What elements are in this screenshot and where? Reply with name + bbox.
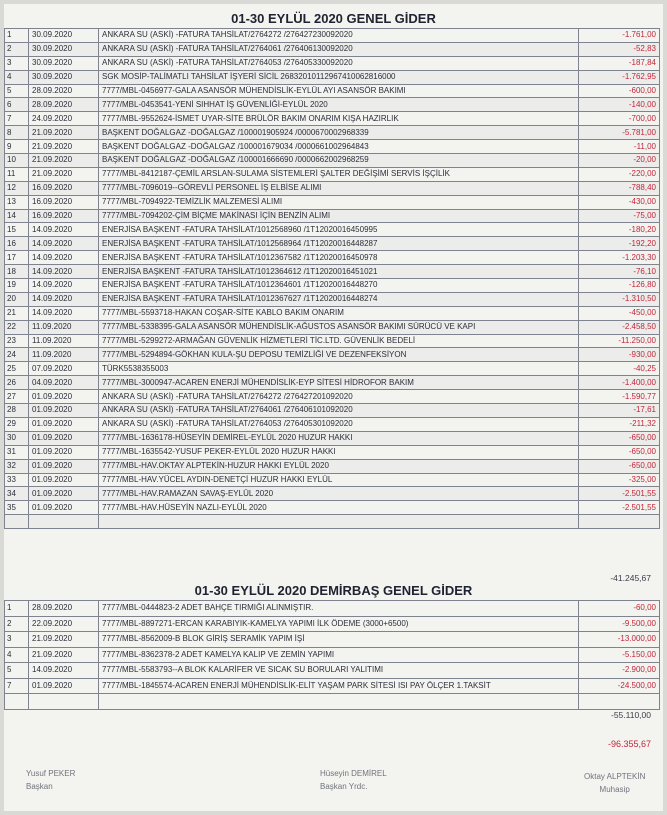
row-description: 7777/MBL-0444823-2 ADET BAHÇE TIRMIĞI ALINMIŞTIR. xyxy=(99,601,579,617)
row-amount: -650,00 xyxy=(579,431,660,445)
row-amount: -140,00 xyxy=(579,98,660,112)
row-number: 17 xyxy=(5,251,29,265)
row-date: 14.09.2020 xyxy=(29,306,99,320)
fixed-asset-total: -55.110,00 xyxy=(610,710,651,720)
table-row xyxy=(5,279,660,293)
row-amount: -40,25 xyxy=(579,362,660,376)
signature-accountant xyxy=(584,770,645,796)
row-date: 01.09.2020 xyxy=(29,678,99,694)
row-description: 7777/MBL-7096019--GÖREVLİ PERSONEL İŞ ELBİSE ALIMI xyxy=(99,181,579,195)
row-number: 13 xyxy=(5,195,29,209)
blank-row xyxy=(5,694,660,710)
row-amount: -220,00 xyxy=(579,167,660,181)
table-row xyxy=(5,306,660,320)
table-row xyxy=(5,376,660,390)
row-date: 30.09.2020 xyxy=(29,42,99,56)
table-row xyxy=(5,265,660,279)
row-amount: -2.501,55 xyxy=(579,487,660,501)
row-amount: -788,40 xyxy=(579,181,660,195)
row-description: 7777/MBL-HAV.RAMAZAN SAVAŞ-EYLÜL 2020 xyxy=(99,487,579,501)
row-number: 3 xyxy=(5,632,29,648)
row-description: 7777/MBL-7094922-TEMİZLİK MALZEMESİ ALIMI xyxy=(99,195,579,209)
blank-cell xyxy=(99,515,579,529)
row-description: ANKARA SU (ASKİ) -FATURA TAHSİLAT/2764053 /276405301092020 xyxy=(99,417,579,431)
row-amount: -1.762,95 xyxy=(579,70,660,84)
general-expense-total: -41.245,67 xyxy=(610,573,651,583)
table-row xyxy=(5,431,660,445)
row-description: ENERJİSA BAŞKENT -FATURA TAHSİLAT/1012568960 /1T12020016450995 xyxy=(99,223,579,237)
row-description: 7777/MBL-8562009-B BLOK GİRİŞ SERAMİK YAPIM İŞİ xyxy=(99,632,579,648)
signature-name: Hüseyin DEMİREL xyxy=(320,769,387,778)
row-date: 30.09.2020 xyxy=(29,56,99,70)
table-row xyxy=(5,445,660,459)
row-number: 18 xyxy=(5,265,29,279)
row-number: 7 xyxy=(5,678,29,694)
row-amount: -450,00 xyxy=(579,306,660,320)
row-amount: -75,00 xyxy=(579,209,660,223)
row-description: SGK MOSİP-TALİMATLI TAHSİLAT İŞYERİ SİCİL 26832010112967410062816000 xyxy=(99,70,579,84)
row-number: 33 xyxy=(5,473,29,487)
fixed-asset-table xyxy=(4,600,660,710)
table-row xyxy=(5,616,660,632)
row-amount: -650,00 xyxy=(579,445,660,459)
blank-cell xyxy=(579,515,660,529)
row-number: 19 xyxy=(5,279,29,293)
row-amount: -930,00 xyxy=(579,348,660,362)
row-number: 31 xyxy=(5,445,29,459)
row-description: ENERJİSA BAŞKENT -FATURA TAHSİLAT/1012364601 /1T12020016448270 xyxy=(99,279,579,293)
row-amount: -11,00 xyxy=(579,140,660,154)
row-date: 01.09.2020 xyxy=(29,390,99,404)
signature-president xyxy=(26,767,75,793)
table-row xyxy=(5,647,660,663)
row-date: 28.09.2020 xyxy=(29,601,99,617)
table-row xyxy=(5,181,660,195)
table-row xyxy=(5,42,660,56)
row-amount: -5.150,00 xyxy=(579,647,660,663)
row-date: 16.09.2020 xyxy=(29,195,99,209)
row-number: 1 xyxy=(5,29,29,43)
row-amount: -126,80 xyxy=(579,279,660,293)
table-row xyxy=(5,473,660,487)
row-amount: -9.500,00 xyxy=(579,616,660,632)
row-amount: -700,00 xyxy=(579,112,660,126)
table-row xyxy=(5,209,660,223)
blank-cell xyxy=(579,694,660,710)
row-number: 26 xyxy=(5,376,29,390)
table-row xyxy=(5,126,660,140)
row-number: 2 xyxy=(5,42,29,56)
row-amount: -5.781,00 xyxy=(579,126,660,140)
table-row xyxy=(5,167,660,181)
document-page xyxy=(4,4,663,811)
row-number: 22 xyxy=(5,320,29,334)
row-date: 11.09.2020 xyxy=(29,334,99,348)
row-description: 7777/MBL-8412187-ÇEMİL ARSLAN-SULAMA SİSTEMLERİ ŞALTER DEĞİŞİMİ SERVİS İŞÇİLİK xyxy=(99,167,579,181)
grand-total: -96.355,67 xyxy=(607,739,651,749)
row-date: 14.09.2020 xyxy=(29,663,99,679)
row-amount: -187,84 xyxy=(579,56,660,70)
row-number: 20 xyxy=(5,292,29,306)
table-row xyxy=(5,56,660,70)
row-date: 01.09.2020 xyxy=(29,487,99,501)
row-description: ENERJİSA BAŞKENT -FATURA TAHSİLAT/1012568964 /1T12020016448287 xyxy=(99,237,579,251)
row-number: 14 xyxy=(5,209,29,223)
row-description: 7777/MBL-HAV.OKTAY ALPTEKİN-HUZUR HAKKI EYLÜL 2020 xyxy=(99,459,579,473)
row-description: 7777/MBL-5593718-HAKAN COŞAR-SİTE KABLO BAKIM ONARIM xyxy=(99,306,579,320)
row-date: 28.09.2020 xyxy=(29,84,99,98)
row-number: 30 xyxy=(5,431,29,445)
table-row xyxy=(5,632,660,648)
row-date: 14.09.2020 xyxy=(29,265,99,279)
row-date: 14.09.2020 xyxy=(29,279,99,293)
row-number: 4 xyxy=(5,70,29,84)
row-description: ANKARA SU (ASKİ) -FATURA TAHSİLAT/2764061 /276406130092020 xyxy=(99,42,579,56)
row-number: 23 xyxy=(5,334,29,348)
row-number: 32 xyxy=(5,459,29,473)
row-date: 01.09.2020 xyxy=(29,417,99,431)
signature-name: Oktay ALPTEKİN xyxy=(584,772,646,781)
table-row xyxy=(5,292,660,306)
row-date: 01.09.2020 xyxy=(29,459,99,473)
table-row xyxy=(5,334,660,348)
row-description: ANKARA SU (ASKİ) -FATURA TAHSİLAT/2764272 /276427230092020 xyxy=(99,29,579,43)
row-description: 7777/MBL-8362378-2 ADET KAMELYA KALIP VE ZEMİN YAPIMI xyxy=(99,647,579,663)
row-number: 15 xyxy=(5,223,29,237)
row-number: 21 xyxy=(5,306,29,320)
row-amount: -11.250,00 xyxy=(579,334,660,348)
row-date: 21.09.2020 xyxy=(29,140,99,154)
row-date: 22.09.2020 xyxy=(29,616,99,632)
signature-role: Başkan xyxy=(26,782,53,791)
row-amount: -17,61 xyxy=(579,404,660,418)
table-row xyxy=(5,223,660,237)
fixed-asset-title: 01-30 EYLÜL 2020 DEMİRBAŞ GENEL GİDER xyxy=(194,583,473,598)
signature-role: Muhasip xyxy=(599,785,630,794)
blank-cell xyxy=(29,515,99,529)
row-description: BAŞKENT DOĞALGAZ -DOĞALGAZ /100001679034 /0000661002964843 xyxy=(99,140,579,154)
row-date: 07.09.2020 xyxy=(29,362,99,376)
table-row xyxy=(5,459,660,473)
blank-cell xyxy=(99,694,579,710)
row-description: 7777/MBL-8897271-ERCAN KARABIYIK-KAMELYA YAPIMI İLK ÖDEME (3000+6500) xyxy=(99,616,579,632)
row-number: 2 xyxy=(5,616,29,632)
row-amount: -1.400,00 xyxy=(579,376,660,390)
table-row xyxy=(5,404,660,418)
row-description: 7777/MBL-1636178-HÜSEYİN DEMİREL-EYLÜL 2020 HUZUR HAKKI xyxy=(99,431,579,445)
row-number: 6 xyxy=(5,98,29,112)
row-date: 14.09.2020 xyxy=(29,251,99,265)
row-date: 04.09.2020 xyxy=(29,376,99,390)
row-number: 4 xyxy=(5,647,29,663)
table-row xyxy=(5,70,660,84)
table-row xyxy=(5,320,660,334)
row-amount: -650,00 xyxy=(579,459,660,473)
row-date: 11.09.2020 xyxy=(29,320,99,334)
table-row xyxy=(5,195,660,209)
row-number: 9 xyxy=(5,140,29,154)
general-expense-table xyxy=(4,28,660,529)
row-number: 12 xyxy=(5,181,29,195)
row-amount: -2.900,00 xyxy=(579,663,660,679)
row-description: ANKARA SU (ASKİ) -FATURA TAHSİLAT/2764061 /276406101092020 xyxy=(99,404,579,418)
row-date: 11.09.2020 xyxy=(29,348,99,362)
table-row xyxy=(5,348,660,362)
table-row xyxy=(5,487,660,501)
row-date: 21.09.2020 xyxy=(29,167,99,181)
row-date: 16.09.2020 xyxy=(29,209,99,223)
row-number: 16 xyxy=(5,237,29,251)
table-row xyxy=(5,678,660,694)
row-date: 30.09.2020 xyxy=(29,70,99,84)
row-number: 5 xyxy=(5,663,29,679)
row-number: 28 xyxy=(5,404,29,418)
row-amount: -325,00 xyxy=(579,473,660,487)
row-description: 7777/MBL-9552624-İSMET UYAR-SİTE BRÜLÖR BAKIM ONARIM KIŞA HAZIRLIK xyxy=(99,112,579,126)
row-description: 7777/MBL-HAV.YÜCEL AYDIN-DENETÇİ HUZUR HAKKI EYLÜL xyxy=(99,473,579,487)
table-row xyxy=(5,501,660,515)
row-number: 1 xyxy=(5,601,29,617)
table-row xyxy=(5,140,660,154)
row-description: 7777/MBL-0456977-GALA ASANSÖR MÜHENDİSLİK-EYLÜL AYI ASANSÖR BAKIMI xyxy=(99,84,579,98)
row-number: 8 xyxy=(5,126,29,140)
row-amount: -600,00 xyxy=(579,84,660,98)
row-date: 21.09.2020 xyxy=(29,154,99,168)
row-date: 16.09.2020 xyxy=(29,181,99,195)
row-amount: -1.590,77 xyxy=(579,390,660,404)
row-description: 7777/MBL-0453541-YENİ SIHHAT İŞ GÜVENLİĞİ-EYLÜL 2020 xyxy=(99,98,579,112)
row-description: 7777/MBL-5299272-ARMAĞAN GÜVENLİK HİZMETLERİ TİC.LTD. GÜVENLİK BEDELİ xyxy=(99,334,579,348)
row-number: 27 xyxy=(5,390,29,404)
blank-row xyxy=(5,515,660,529)
row-date: 01.09.2020 xyxy=(29,431,99,445)
row-description: ENERJİSA BAŞKENT -FATURA TAHSİLAT/1012367627 /1T12020016448274 xyxy=(99,292,579,306)
row-date: 01.09.2020 xyxy=(29,445,99,459)
row-description: 7777/MBL-HAV.HÜSEYİN NAZLI-EYLÜL 2020 xyxy=(99,501,579,515)
row-amount: -1.310,50 xyxy=(579,292,660,306)
row-description: ENERJİSA BAŞKENT -FATURA TAHSİLAT/1012364612 /1T12020016451021 xyxy=(99,265,579,279)
row-description: BAŞKENT DOĞALGAZ -DOĞALGAZ /100001666690 /0000662002968259 xyxy=(99,154,579,168)
row-amount: -2.458,50 xyxy=(579,320,660,334)
row-number: 34 xyxy=(5,487,29,501)
row-number: 25 xyxy=(5,362,29,376)
table-row xyxy=(5,390,660,404)
blank-cell xyxy=(5,694,29,710)
row-description: 7777/MBL-1635542-YUSUF PEKER-EYLÜL 2020 HUZUR HAKKI xyxy=(99,445,579,459)
row-description: ANKARA SU (ASKİ) -FATURA TAHSİLAT/2764272 /276427201092020 xyxy=(99,390,579,404)
row-date: 28.09.2020 xyxy=(29,98,99,112)
row-description: 7777/MBL-1845574-ACAREN ENERJİ MÜHENDİSLİK-ELİT YAŞAM PARK SİTESİ ISI PAY ÖLÇER 1.TAKSİT xyxy=(99,678,579,694)
row-amount: -211,32 xyxy=(579,417,660,431)
table-row xyxy=(5,98,660,112)
row-date: 01.09.2020 xyxy=(29,404,99,418)
row-amount: -24.500,00 xyxy=(579,678,660,694)
row-amount: -180,20 xyxy=(579,223,660,237)
row-number: 29 xyxy=(5,417,29,431)
row-amount: -76,10 xyxy=(579,265,660,279)
row-date: 21.09.2020 xyxy=(29,647,99,663)
row-date: 01.09.2020 xyxy=(29,501,99,515)
row-date: 14.09.2020 xyxy=(29,223,99,237)
table-row xyxy=(5,601,660,617)
row-description: BAŞKENT DOĞALGAZ -DOĞALGAZ /100001905924 /0000670002968339 xyxy=(99,126,579,140)
row-number: 10 xyxy=(5,154,29,168)
general-expense-title: 01-30 EYLÜL 2020 GENEL GİDER xyxy=(231,11,436,26)
row-description: 7777/MBL-7094202-ÇİM BİÇME MAKİNASI İÇİN BENZİN ALIMI xyxy=(99,209,579,223)
row-amount: -192,20 xyxy=(579,237,660,251)
row-amount: -13.000,00 xyxy=(579,632,660,648)
row-description: 7777/MBL-3000947-ACAREN ENERJİ MÜHENDİSLİK-EYP SİTESİ HİDROFOR BAKIM xyxy=(99,376,579,390)
row-date: 24.09.2020 xyxy=(29,112,99,126)
table-row xyxy=(5,237,660,251)
row-date: 14.09.2020 xyxy=(29,237,99,251)
row-date: 21.09.2020 xyxy=(29,632,99,648)
row-number: 11 xyxy=(5,167,29,181)
table-row xyxy=(5,362,660,376)
table-row xyxy=(5,29,660,43)
row-amount: -2.501,55 xyxy=(579,501,660,515)
row-description: 7777/MBL-5338395-GALA ASANSÖR MÜHENDİSLİK-AĞUSTOS ASANSÖR BAKIMI SÜRÜCÜ VE KAPI xyxy=(99,320,579,334)
row-description: ANKARA SU (ASKİ) -FATURA TAHSİLAT/2764053 /276405330092020 xyxy=(99,56,579,70)
row-description: 7777/MBL-5294894-GÖKHAN KULA-ŞU DEPOSU TEMİZLİĞİ VE DEZENFEKSİYON xyxy=(99,348,579,362)
signature-vice-president xyxy=(320,767,387,793)
table-row xyxy=(5,417,660,431)
row-amount: -20,00 xyxy=(579,154,660,168)
row-number: 24 xyxy=(5,348,29,362)
blank-cell xyxy=(29,694,99,710)
row-description: ENERJİSA BAŞKENT -FATURA TAHSİLAT/1012367582 /1T12020016450978 xyxy=(99,251,579,265)
row-amount: -1.761,00 xyxy=(579,29,660,43)
row-number: 7 xyxy=(5,112,29,126)
row-number: 35 xyxy=(5,501,29,515)
row-amount: -1.203,30 xyxy=(579,251,660,265)
signature-role: Başkan Yrdc. xyxy=(320,782,368,791)
table-row xyxy=(5,251,660,265)
table-row xyxy=(5,663,660,679)
table-row xyxy=(5,154,660,168)
row-number: 5 xyxy=(5,84,29,98)
signature-name: Yusuf PEKER xyxy=(26,769,76,778)
row-amount: -60,00 xyxy=(579,601,660,617)
row-date: 01.09.2020 xyxy=(29,473,99,487)
table-row xyxy=(5,84,660,98)
row-number: 3 xyxy=(5,56,29,70)
row-amount: -430,00 xyxy=(579,195,660,209)
row-date: 21.09.2020 xyxy=(29,126,99,140)
row-amount: -52,83 xyxy=(579,42,660,56)
row-description: 7777/MBL-5583793--A BLOK KALARİFER VE SICAK SU BORULARI YALITIMI xyxy=(99,663,579,679)
blank-cell xyxy=(5,515,29,529)
row-description: TÜRK5538355003 xyxy=(99,362,579,376)
row-date: 30.09.2020 xyxy=(29,29,99,43)
table-row xyxy=(5,112,660,126)
row-date: 14.09.2020 xyxy=(29,292,99,306)
